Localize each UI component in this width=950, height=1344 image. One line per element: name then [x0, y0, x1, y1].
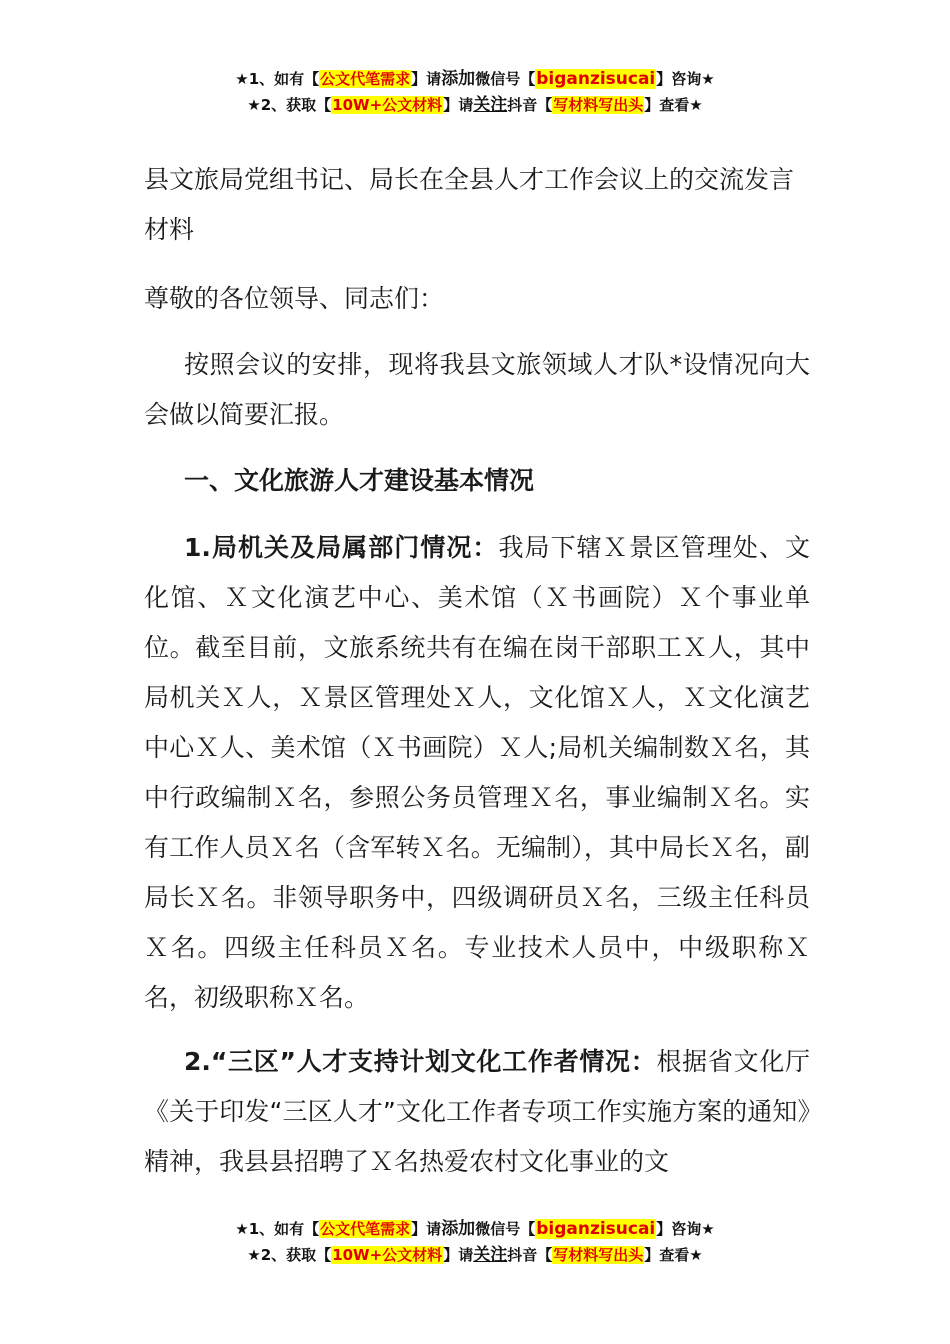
banner-emphasis: 添加 [441, 69, 476, 89]
greeting: 尊敬的各位领导、同志们： [144, 284, 445, 313]
banner-line-1 [0, 1216, 950, 1242]
banner-highlight: 写材料写出头 [553, 1246, 644, 1264]
banner-text: 微信号【 [475, 1220, 536, 1238]
banner-text: 】请 [411, 70, 442, 88]
banner-text: ★1、如有【 [235, 1220, 320, 1238]
banner-text: 抖音【 [507, 96, 553, 114]
banner-text: 抖音【 [507, 1246, 553, 1264]
banner-highlight: biganzisucai [536, 1219, 656, 1239]
banner-text: 】查看★ [644, 96, 703, 114]
banner-emphasis: 关注 [473, 1245, 508, 1265]
section-heading: 一、文化旅游人才建设基本情况 [184, 466, 535, 495]
intro-paragraph: 按照会议的安排，现将我县文旅领域人才队*设情况向大会做以简要汇报。 [144, 350, 810, 429]
banner-text: 】请 [411, 1220, 442, 1238]
banner-highlight: 公文代笔需求 [320, 1220, 411, 1238]
paragraph-text: 我局下辖Ｘ景区管理处、文化馆、Ｘ文化演艺中心、美术馆（Ｘ书画院）Ｘ个事业单位。截至目前，文旅系统共有在编在岗干部职工Ｘ人，其中局机关Ｘ人，Ｘ景区管理处Ｘ人，文化馆Ｘ人，Ｘ文化演艺中心Ｘ人、美术馆（Ｘ书画院）Ｘ人;局机关编制数Ｘ名，其中行政编制Ｘ名，参照公务员管理Ｘ名，事业编制Ｘ名。实有工作人员Ｘ名（含军转Ｘ名。无编制），其中局长Ｘ名，副局长Ｘ名。非领导职务中，四级调研员Ｘ名，三级主任科员Ｘ名。四级主任科员Ｘ名。专业技术人员中，中级职称Ｘ名，初级职称Ｘ名。 [144, 533, 810, 1012]
header-banner [0, 66, 950, 118]
banner-highlight: biganzisucai [536, 69, 656, 89]
banner-highlight: 10W+公文材料 [332, 1246, 443, 1264]
banner-line-1 [0, 66, 950, 92]
paragraph-lead: 2.“三区”人才支持计划文化工作者情况： [184, 1047, 657, 1076]
banner-text: ★2、获取【 [247, 1246, 332, 1264]
banner-highlight: 写材料写出头 [553, 96, 644, 114]
banner-text: 】咨询★ [656, 70, 715, 88]
banner-text: 】请 [443, 1246, 474, 1264]
banner-text: ★1、如有【 [235, 70, 320, 88]
paragraph-text: 根据省文化厅《关于印发“三区人才”文化工作者专项工作实施方案的通知》精神，我县县招聘了Ｘ名热爱农村文化事业的文 [144, 1047, 810, 1176]
banner-text: 】查看★ [644, 1246, 703, 1264]
banner-line-2 [0, 1242, 950, 1268]
banner-highlight: 公文代笔需求 [320, 70, 411, 88]
banner-text: ★2、获取【 [247, 96, 332, 114]
banner-emphasis: 添加 [441, 1219, 476, 1239]
banner-emphasis: 关注 [473, 95, 508, 115]
banner-text: 】请 [443, 96, 474, 114]
banner-line-2 [0, 92, 950, 118]
paragraph-lead: 1.局机关及局属部门情况： [184, 533, 499, 562]
banner-highlight: 10W+公文材料 [332, 96, 443, 114]
banner-text: 】咨询★ [656, 1220, 715, 1238]
paragraph-section-2 [144, 1037, 810, 1187]
footer-banner [0, 1216, 950, 1268]
paragraph-section-1 [144, 523, 810, 1023]
document-title: 县文旅局党组书记、局长在全县人才工作会议上的交流发言材料 [144, 165, 795, 244]
banner-text: 微信号【 [475, 70, 536, 88]
